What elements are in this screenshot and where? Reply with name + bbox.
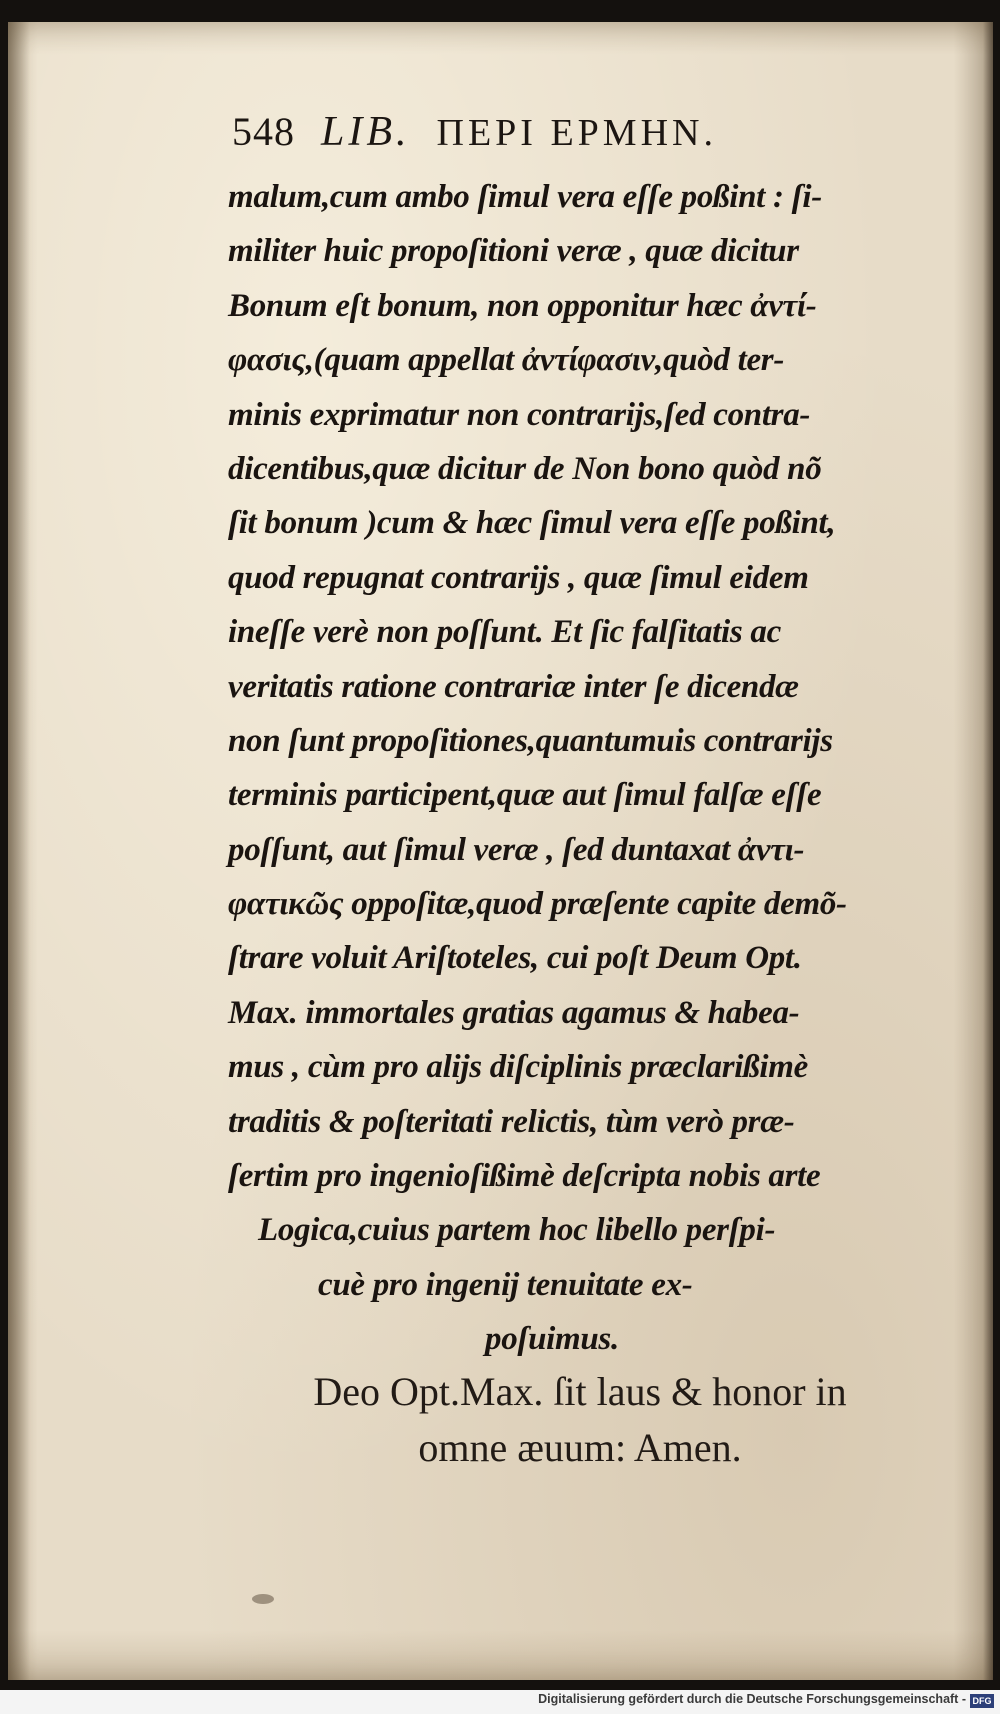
text-line: ſtrare voluit Ariſtoteles, cui poſt Deum Opt.	[228, 940, 802, 977]
text-line: terminis participent,quæ aut ſimul falſæ eſſe	[228, 777, 822, 814]
text-line: Max. immortales gratias agamus & habea-	[228, 994, 800, 1031]
text-line: Logica,cuius partem hoc libello perſpi-	[258, 1212, 776, 1249]
digitization-footer	[0, 1690, 1000, 1714]
text-line: poſſunt, aut ſimul veræ , ſed duntaxat ἀντι-	[228, 831, 805, 868]
running-head-book: LIB.	[321, 109, 411, 155]
text-line: ineſſe verè non poſſunt. Et ſic falſitatis ac	[228, 614, 781, 651]
text-line: militer huic propoſitioni veræ , quæ dicitur	[228, 233, 799, 270]
text-line: veritatis ratione contrariæ inter ſe dicendæ	[228, 668, 799, 705]
text-line: dicentibus,quæ dicitur de Non bono quòd nõ	[228, 450, 822, 487]
running-head	[232, 108, 872, 158]
dfg-logo-icon: DFG	[970, 1694, 994, 1708]
page-number: 548	[232, 109, 295, 154]
text-line: poſuimus.	[485, 1321, 619, 1358]
text-line: cuè pro ingenij tenuitate ex-	[318, 1266, 693, 1303]
ink-smudge	[252, 1594, 274, 1604]
text-line: ſit bonum )cum & hæc ſimul vera eſſe poßint,	[228, 505, 836, 542]
text-line: non ſunt propoſitiones,quantumuis contrarijs	[228, 722, 833, 759]
text-line: mus , cùm pro alijs diſciplinis præclarißimè	[228, 1049, 808, 1086]
colophon-line: Deo Opt.Max. ſit laus & honor in	[313, 1369, 847, 1414]
body-text	[228, 170, 958, 1367]
text-line: φασις,(quam appellat ἀντίφασιν,quòd ter-	[228, 342, 785, 379]
text-line: ſertim pro ingenioſißimè deſcripta nobis arte	[228, 1158, 821, 1195]
running-head-title: ΠΕΡΙ ΕΡΜΗΝ.	[436, 112, 717, 154]
text-line: φατικῶς oppoſitæ,quod præſente capite demõ-	[228, 886, 847, 923]
colophon-line: omne æuum: Amen.	[418, 1425, 742, 1470]
page-edge-shadow	[983, 22, 993, 1680]
text-line: traditis & poſteritati relictis, tùm verò præ-	[228, 1103, 795, 1140]
text-line: quod repugnat contrarijs , quæ ſimul eidem	[228, 559, 809, 596]
funding-credit: Digitalisierung gefördert durch die Deutsche Forschungsgemeinschaft -	[538, 1692, 966, 1706]
text-line: minis exprimatur non contrarijs,ſed contra-	[228, 396, 811, 433]
text-line: Bonum eſt bonum, non opponitur hæc ἀντί-	[228, 287, 817, 324]
spine-shadow	[8, 22, 30, 1680]
text-line: malum,cum ambo ſimul vera eſſe poßint : ſi-	[228, 179, 822, 215]
colophon	[200, 1364, 960, 1476]
